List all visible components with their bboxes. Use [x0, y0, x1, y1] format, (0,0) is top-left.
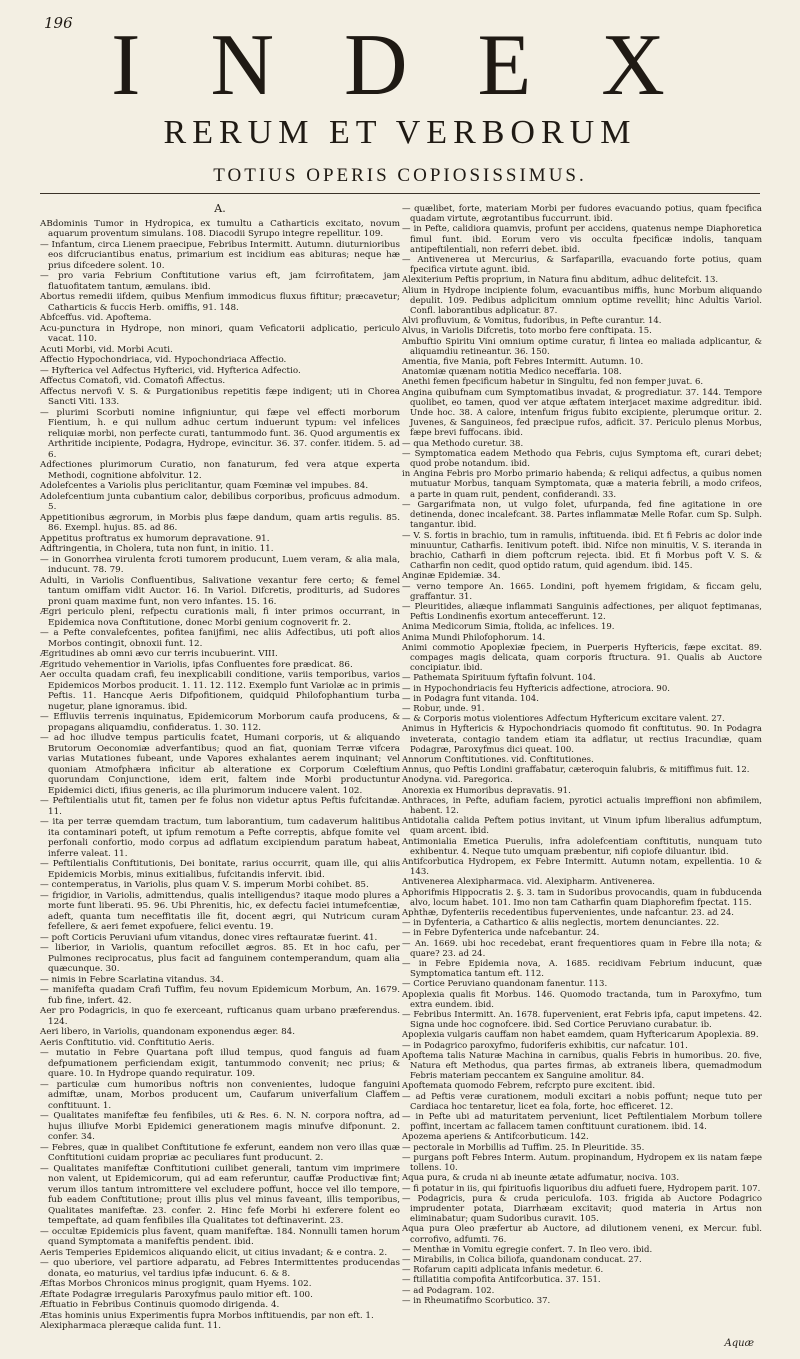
index-entry: — & Corporis motus violentiores Adfectum Hyftericum excitare valent. 27.: [402, 714, 725, 725]
index-entry: — ita per terræ quemdam tractum, tum laborantium, tum cadaverum halitibus ita contaminari poteft, ut ipfum remotum a Pefte correptis, abfque fomite vel perfonali confortio, modo corpus ad adflatum excipiendum paratum habeat, inferre valeat. 11.: [40, 817, 400, 859]
index-entry: — contemperatus, in Variolis, plus quam V. S. imperum Morbi cohibet. 85.: [40, 880, 369, 890]
index-entry: Annus, quo Peftis Londini graffabatur, cæteroquin falubris, & mitiffimus fuit. 12.: [402, 765, 750, 776]
index-entry: Apozema aperiens & Antifcorbuticum. 142.: [402, 1132, 589, 1143]
index-entry: — in Pefte, calidiora quamvis, profunt per accidens, quatenus nempe Diaphoretica fimul funt. ibid. Eorum vero vis occulta fpecificæ indolis, tanquam antipeftilentiali, non referri debet. ibid.: [402, 224, 762, 255]
index-entry: — occultæ Epidemicis plus favent, quam manifeftæ. 184. Nonnulli tamen horum quand Symptomata a manifeftis pendent. ibid.: [40, 1226, 400, 1247]
index-entry: Anima Medicorum Simia, ftolida, ac infelices. 19.: [402, 622, 615, 633]
index-entry: — ad Podagram. 102.: [402, 1285, 495, 1296]
index-entry: — Effluviis terrenis inquinatus, Epidemicorum Morborum caufa producens, & propagans aliquamdiu, confideratus. 1. 30. 112.: [40, 712, 400, 733]
index-entry: Aeri libero, in Variolis, quandonam exponendus æger. 84.: [40, 1027, 296, 1037]
index-entry: ABdominis Tumor in Hydropica, ex tumultu a Catharticis excitato, novum aquarum proventum simulans. 108. Diacodii Syrupo integre repellitur. 109.: [40, 218, 400, 239]
right-entries: [402, 204, 762, 1306]
index-entry: Affectus Comatofi, vid. Comatofi Affectus.: [40, 376, 226, 386]
index-entry: Alvi profluvium, & Vomitus, fudoribus, in Pefte curantur. 14.: [402, 316, 662, 327]
letter-heading: A.: [214, 202, 226, 215]
index-entry: Aphorifmis Hippocratis 2. §. 3. tam in Sudoribus provocandis, quam in fubducenda alvo, locum habet. 101. Imo non tam Catharfin quam Diaphorefim fpectat. 115.: [402, 887, 762, 908]
index-entry: Adfectiones plurimorum Curatio, non fanaturum, fed vera atque experta Methodi, cognitione abfolvitur. 12.: [40, 460, 400, 481]
index-entry: — in Podagra funt vitanda. 104.: [402, 693, 539, 704]
index-entry: Antifcorbutica Hydropem, ex Febre Intermitt. Autumn notam, expellentia. 10 & 143.: [402, 857, 762, 878]
page-number: 196: [44, 14, 73, 32]
index-entry: Appetitionibus ægrorum, in Morbis plus fæpe dandum, quam artis regulis. 85. 86. Exempl. hujus. 85. ad 86.: [40, 512, 400, 533]
index-entry: Alvus, in Variolis Difcretis, toto morbo fere conftipata. 15.: [402, 326, 652, 337]
index-entry: Aeris Conftitutio. vid. Conftitutio Aeris.: [40, 1037, 215, 1048]
index-entry: Ambuftio Spiritu Vini omnium optime curatur, fi lintea eo maliada adplicantur, & aliquamdiu retineantur. 36. 150.: [402, 336, 762, 357]
index-entry: in Angina Febris pro Morbo primario habenda; & reliqui adfectus, a quibus nomen mutuatur Morbus, tanquam Symptomata, quæ a materia febrili, a modo crifeos, a parte in quam ruit, pendent, confiderandi. 33.: [402, 469, 762, 500]
index-entry: Acu-punctura in Hydrope, non minori, quam Veficatorii adplicatio, periculo vacat. 110.: [40, 323, 400, 344]
index-entry: — Mirabilis, in Colica biliofa, quandonam conducat. 27.: [402, 1254, 642, 1265]
index-entry: — Rofarum capiti adplicata infanis medetur. 6.: [402, 1265, 604, 1276]
header-rule: [40, 193, 760, 194]
index-entry: — Peftilentialis utut fit, tamen per fe folus non videtur aptus Peftis fufcitandæ. 11.: [40, 796, 400, 817]
index-entry: Apoplexia qualis fit Morbus. 146. Quomodo tractanda, tum in Paroxyfmo, tum extra eundem. ibid.: [402, 989, 762, 1010]
index-entry: — Qualitates manifeftæ feu fenfibiles, uti & Res. 6. N. N. corpora noftra, ad hujus illiufve Morbi Epidemici generationem magis minufve difponunt. 2. confer. 34.: [40, 1111, 400, 1142]
index-entry: — Antivenerea ut Mercurius, & Sarfaparilla, evacuando forte potius, quam fpecifica virtute agunt. ibid.: [402, 255, 762, 276]
index-entry: — nimis in Febre Scarlatina vitandus. 34.: [40, 974, 224, 985]
index-entry: — Febres, quæ in qualibet Conftitutione fe exferunt, eandem non vero illas quæ Conftitutioni cuidam propriæ ac peculiares funt producunt. 2.: [40, 1142, 400, 1163]
left-column: [40, 204, 400, 1332]
index-entry: Alexiterium Peftis proprium, in Natura finu abditum, adhuc delitefcit. 13.: [402, 275, 719, 286]
index-entry: — in Hypochondriacis feu Hyftericis adfectione, atrociora. 90.: [402, 683, 670, 694]
index-entry: — pro varia Febrium Conftitutione varius eft, jam fcirrofitatem, jam flatuofitatem tantum, æmulans. ibid.: [40, 271, 400, 292]
index-entry: — in Pefte ubi ad maturitatem perveniunt, licet Peftilentialem Morbum tollere poffint, incertam ac fallacem tamen conftituunt curationem. ibid. 14.: [402, 1112, 762, 1133]
index-entry: Apoftema talis Naturæ Machina in carnibus, qualis Febris in humoribus. 20. five, Natura eft Methodus, qua partes firmas, ab extraneis libera, quemadmodum Febris materiam peccantem ex Sanguine amolitur. 84.: [402, 1050, 762, 1082]
index-entry: Adolefcentes a Variolis plus periclitantur, quam Fœminæ vel impubes. 84.: [40, 481, 369, 491]
index-entry: Aer pro Podagricis, in quo fe exerceant, rufticanus quam urbano præferendus. 124.: [40, 1006, 400, 1027]
index-entry: — Qualitates manifeftæ Conftitutioni cuilibet generali, tantum vim imprimere non valent, ut Epidemicorum, qui ad eam referuntur, cauffæ Productivæ fint; verum illos tantum intromittere vel excludere poffunt, hocce vel illo tempore, fub eadem Conftitutione; prout illis plus vel minus faveant, illis temporibus, Qualitates manifeftæ. 23. confer. 2. Hinc fefe Morbi hi exferere folent eo tempeftate, ad quam fenfibiles illa Qualitates tot deftinaverint. 23.: [40, 1163, 400, 1226]
index-entry: Aqua pura Oleo præfertur ab Auctore, ad dilutionem veneni, ex Mercur. fubl. corrofivo, adfumti. 76.: [402, 1224, 762, 1245]
index-entry: — Febribus Intermitt. An. 1678. fupervenient, erat Febris ipfa, caput impetens. 42. Signa unde hoc cognofcere. ibid. Sed Cortice Peruviano curabatur. ib.: [402, 1010, 762, 1031]
index-entry: — a Pefte convalefcentes, pofitea fanijfimi, nec aliis Adfectibus, uti poft alios Morbos contingit, obnoxii funt. 12.: [40, 628, 400, 649]
index-entry: — Menthæ in Vomitu egregie confert. 7. In Ileo vero. ibid.: [402, 1244, 653, 1255]
index-title: I N D E X: [111, 17, 689, 114]
index-entry: Abortus remedii iifdem, quibus Menfium immodicus fluxus fiftitur; præcavetur; Catharticis & fuccis Herb. omiffis, 91. 148.: [40, 292, 400, 313]
index-entry: Animus in Hyftericis & Hypochondriacis quomodo fit conftitutus. 90. In Podagra inveterata, contagio tandem etiam ita adflatur, ut rectius Iracundiæ, quam Podagræ, Paroxyfmus dici queat. 100.: [402, 724, 762, 755]
index-entry: — Peftilentialis Conftitutionis, Dei bonitate, rarius occurrit, quam ille, qui aliis Epidemicis Morbis, minus exitialibus, fufcitandis infervit. ibid.: [40, 859, 400, 880]
index-entry: Aer occulta quadam crafi, feu inexplicabili conditione, variis temporibus, varios Epidemicos Morbos producit. 1. 11. 12. 112. Exemplo funt Variolæ ac in primis Peftis. 11. Hancque Aeris Difpofitionem, quidquid Philofophantium turba nugetur, plane ignoramus. ibid.: [40, 670, 400, 712]
index-entry: — mutatio in Febre Quartana poft illud tempus, quod fanguis ad fuam defpumationem perficiendam exigit, tantummodo convenit; nec prius; & quare. 10. In Hydrope quando requiratur. 109.: [40, 1048, 400, 1079]
index-subtitle: RERUM ET VERBORUM: [163, 114, 637, 151]
index-entry: — Pleuritides, aliæque inflammati Sanguinis adfectiones, per aliquot feptimanas, Peftis Londinenfis exortum antecefferunt. 12.: [402, 601, 762, 623]
index-entry: Anatomiæ quænam notitia Medico neceffaria. 108.: [402, 367, 622, 378]
index-entry: Anima Mundi Philofophorum. 14.: [402, 632, 546, 643]
index-entry: — Cortice Peruviano quandonam fanentur. 113.: [402, 979, 608, 990]
index-entry: — pectorale in Morbillis ad Tuffim. 25. In Pleuritide. 35.: [402, 1142, 645, 1153]
index-entry: Abfceffus. vid. Apoftema.: [40, 313, 152, 323]
index-entry: Aphthæ, Dyfenteriis recedentibus fupervenientes, unde nafcantur. 23. ad 24.: [402, 908, 734, 919]
index-entry: Ægritudo vehementior in Variolis, ipfas Confluentes fore prædicat. 86.: [40, 659, 353, 670]
index-entry: — Symptomatica eadem Methodo qua Febris, cujus Symptoma eft, curari debet; quod probe notandum. ibid.: [402, 448, 762, 470]
index-entry: Æftas Morbos Chronicos minus progignit, quam Hyems. 102.: [40, 1279, 312, 1289]
index-entry: Æftuatio in Febribus Continuis quomodo dirigenda. 4.: [40, 1300, 280, 1310]
catchword: Aquæ: [724, 1338, 754, 1349]
index-entry: Anthraces, in Pefte, adufiam faciem, pyrotici actualis impreffioni non abfimilem, habent. 12.: [402, 795, 762, 816]
index-entry: Antidotalia calida Peftem potius invitant, ut Vinum ipfum liberalius adfumptum, quam arcent. ibid.: [402, 816, 762, 837]
index-entry: — in Febre Epidemia nova, A. 1685. recidivam Febrium inducunt, quæ Symptomatica tantum eft. 112.: [402, 959, 762, 980]
left-entries: [40, 219, 400, 1332]
index-entry: Alexipharmaca pleræque calida funt. 11.: [40, 1321, 222, 1331]
index-entry: Ægri periculo pleni, refpectu curationis mali, fi inter primos occurrant, in Epidemica nova Conftitutione, donec Morbi genium cognoverit fr. 2.: [40, 607, 400, 628]
index-entry: — Infantum, circa Lienem praecipue, Febribus Intermitt. Autumn. diuturnioribus eos difcruciantibus enatus, primarium est incidium eas abituras; neque hæ prius difcedere solent. 10.: [40, 239, 400, 271]
right-column: [402, 204, 762, 1306]
index-entry: — ad hoc illudve tempus particulis fcatet, Humani corporis, ut & aliquando Brutorum Oeconomiæ adverfantibus; quod an fiat, quoniam Terræ vifcera varias Mutationes fubeant, unde Vapores exhalantes aerem inquinant; vel quoniam Atmofphæra inficitur ab alteratione ex Corporum Cœleftium quorundam Conjunctione, idem erit, faltem inde Morbi productuntur Epidemici dicti, ifiius generis, ac illa plurimorum inducere valent. 102.: [40, 733, 400, 796]
index-entry: — particulæ cum humoribus noftris non convenientes, ludoque fanguini admiftæ, unam, Morbos producent um, Caufarum univerfalium Claffem conftituunt. 1.: [40, 1079, 400, 1111]
index-entry: — in Febre Dyfenterica unde nafcebantur. 24.: [402, 928, 600, 939]
index-entry: — ad Peftis veræ curationem, moduli excitari a nobis poffunt; neque tuto per Cardiaca hoc tentaretur, licet ea fola, forte, hoc efficeret. 12.: [402, 1091, 762, 1112]
index-entry: — quo uberiore, vel partiore adparatu, ad Febres Intermittentes producendas donata, eo maturius, vel tardius ipfæ inducunt. 6. & 8.: [40, 1258, 400, 1279]
index-entry: — in Rheumatifmo Scorbutico. 37.: [402, 1295, 551, 1306]
index-entry: Alium in Hydrope incipiente folum, evacuantibus miffis, hunc Morbum aliquando depulit. 109. Pedibus adplicitum omnium optime revellit; hinc Adultis Variol. Confl. laborantibus adplicatur. 87.: [402, 285, 762, 317]
index-entry: — Gargarifmata non, ut vulgo folet, ufurpanda, fed fine agitatione in ore detinenda, donec incalefcant. 38. Partes inflammatæ Melle Rofar. cum Sp. Sulph. tangantur. ibid.: [402, 499, 762, 531]
index-entry: — purgans poft Febres Interm. Autum. propinandum, Hydropem ex iis natam fæpe tollens. 10.: [402, 1152, 762, 1174]
index-entry: — fi potatur in iis, qui fpirituofis liquoribus diu adfueti fuere, Hydropem parit. 107.: [402, 1183, 761, 1194]
index-entry: Aeris Temperies Epidemicos aliquando elicit, ut citius invadant; & e contra. 2.: [40, 1247, 388, 1258]
index-entry: Annorum Conftitutiones. vid. Conftitutiones.: [402, 754, 594, 765]
index-entry: — V. S. fortis in brachio, tum in ramulis, inftituenda. ibid. Et fi Febris ac dolor inde minuuntur, Catharfis. Ienitivum poteft. ibid. Nifce non minuitis, V. S. iteranda in brachio, Catharfi in diem poftcrum rejecta. ibid. Et fi Morbus poft V. S. & Catharfin non cedit, quod optido ratum, quid agendum. ibid. 145.: [402, 530, 762, 572]
index-entry: Animi commotio Apoplexiæ fpeciem, in Puerperis Hyftericis, fæpe excitat. 89. compages magis delicata, quam corporis ftructura. 91. Qualis ab Auctore concipiatur. ibid.: [402, 642, 762, 674]
index-entry: — ftillatitia compofita Antifcorbutica. 37. 151.: [402, 1275, 601, 1286]
index-entry: — in Podagrico paroxyfmo, fudoriferis exhibitis, cur nafcatur. 101.: [402, 1040, 688, 1051]
index-entry: Adftringentia, in Cholera, tuta non funt, in initio. 11.: [40, 544, 274, 554]
index-entry: — quælibet, forte, materiam Morbi per fudores evacuando potius, quam fpecifica quadam virtute, ægrotantibus fuccurrunt. ibid.: [402, 204, 762, 225]
index-entry: Ætas hominis unius Experimentis fupra Morbos inftituendis, par non eft. 1.: [40, 1310, 374, 1321]
index-subtitle-2: TOTIUS OPERIS COPIOSISSIMUS.: [213, 165, 587, 186]
index-entry: Antivenerea Alexipharmaca. vid. Alexipharm. Antivenerea.: [402, 877, 655, 888]
index-entry: — poft Corticis Peruviani ufum vitandus, donec vires reftauratæ fuerint. 41.: [40, 932, 378, 943]
index-entry: Acuti Morbi, vid. Morbi Acuti.: [40, 344, 173, 355]
index-entry: — manifefta quadam Crafi Tuffim, feu novum Epidemicum Morbum, An. 1679. fub fine, infert. 42.: [40, 985, 400, 1006]
index-entry: Adolefcentium junta cubantium calor, debilibus corporibus, proficuus admodum. 5.: [40, 491, 400, 512]
index-entry: Anginæ Epidemiæ. 34.: [402, 571, 501, 582]
index-entry: Appetitus proftratus ex humorum depravatione. 91.: [40, 533, 270, 544]
index-entry: Anethi femen fpecificum habetur in Singultu, fed non femper juvat. 6.: [402, 377, 704, 388]
index-entry: Apoplexia vulgaris cauffam non habet eamdem, quam Hyftericarum Apoplexia. 89.: [402, 1030, 759, 1041]
index-entry: Antimonialia Emetica Puerulis, infra adolefcentiam conftitutis, nunquam tuto exhibentur. 4. Neque tuto umquam præbentur, nifi copiofe diluantur. ibid.: [402, 836, 762, 857]
index-entry: Ægritudines ab omni ævo cur terris incubuerint. VIII.: [40, 649, 278, 659]
index-entry: — Podagricis, pura & cruda periculofa. 103. frigida ab Auctore Podagrico imprudenter potata, Diarrhæam excitavit; quod materia in Artus non eliminabatur; quam Sudoribus curavit. 105.: [402, 1193, 762, 1225]
index-entry: — plurimi Scorbuti nomine infigniuntur, qui fæpe vel effecti morborum Fientium, h. e qui nullum adhuc certum induerunt typum: vel infelices reliquiæ morbi, non perfecte curati, tantummodo funt. 36. Quod argumentis ex Arthritide incipiente, Podagra, Hydrope, evincitur. 36. 37. confer. itidem. 5. ad 6.: [40, 407, 400, 460]
index-entry: — in Gonorrhea virulenta fcroti tumorem producunt, Luem veram, & alia mala, inducunt. 78. 79.: [40, 554, 400, 575]
index-entry: Affectio Hypochondriaca, vid. Hypochondriaca Affectio.: [40, 355, 287, 365]
index-entry: Affectus nervofi V. S. & Purgationibus repetitis fæpe indigent; uti in Chorea Sancti Viti. 133.: [40, 386, 400, 407]
index-entry: — qua Methodo curetur. 38.: [402, 438, 524, 449]
index-entry: Adulti, in Variolis Confluentibus, Salivatione vexantur fere certo; & femel tantum omiffam vidit Auctor. 16. In Variol. Difcretis, prodituris, ad Sudores proni quam maxime funt, non vero infantes. 15. 16.: [40, 575, 400, 607]
index-entry: — frigidior, in Variolis, admittendus, qualis intelligendus? itaque modo plures a morte funt liberati. 95. 96. Ubi Phrenitis, hic, ex defectu faciei intumefcentiæ, adeft, quanta tum neceffitatis ille fit, docent ægri, qui Nutricum curam fefellere, & aeri femet expofuere, felici eventu. 19.: [40, 890, 400, 932]
index-entry: — Hyfterica vel Adfectus Hyfterici, vid. Hyfterica Adfectio.: [40, 365, 301, 376]
index-entry: Anorexia ex Humoribus depravatis. 91.: [402, 785, 571, 796]
index-entry: — Pathemata Spirituum fyftafin folvunt. 104.: [402, 673, 596, 684]
index-entry: Aqua pura, & cruda ni ab ineunte ætate adfumatur, nociva. 103.: [402, 1173, 680, 1184]
index-entry: — in Dyfenteria, a Cathartico & aliis neglectis, mortem denunciantes. 22.: [402, 918, 720, 929]
index-entry: Anodyna. vid. Paregorica.: [402, 775, 513, 786]
index-entry: — verno tempore An. 1665. Londini, poft hyemem frigidam, & ficcam gelu, graffantur. 31.: [402, 581, 762, 602]
index-entry: Apoftemata quomodo Febrem, refcrpto pure excitent. ibid.: [402, 1081, 656, 1092]
index-entry: Angina quibufnam cum Symptomatibus invadat, & progrediatur. 37. 144. Tempore quolibet, eo tamen, quod ver atque æftatem interjacet maxime adgreditur. ibid. Unde hoc. 38. A calore, intenfum frigus fubito excipiente, plerumque oritur. 2. Juvenes, & Sanguineos, fed præcipue rufos, adficit. 37. Periculo plenus Morbus, fæpe brevi fuffocans. ibid.: [402, 387, 762, 439]
index-entry: — An. 1669. ubi hoc recedebat, erant frequentiores quam in Febre illa nota; & quare? 23. ad 24.: [402, 938, 762, 959]
index-entry: Amentia, five Mania, poft Febres Intermitt. Autumn. 10.: [402, 357, 644, 368]
index-entry: — liberior, in Variolis, quantum refocillet ægros. 85. Et in hoc cafu, per Pulmones reciprocatus, plus facit ad fanguinem contemperandum, quam alia quæcunque. 30.: [40, 943, 400, 974]
index-entry: Æftate Podagræ irregularis Paroxyfmus paulo mitior eft. 100.: [40, 1289, 313, 1300]
index-entry: — Robur, unde. 91.: [402, 703, 485, 714]
